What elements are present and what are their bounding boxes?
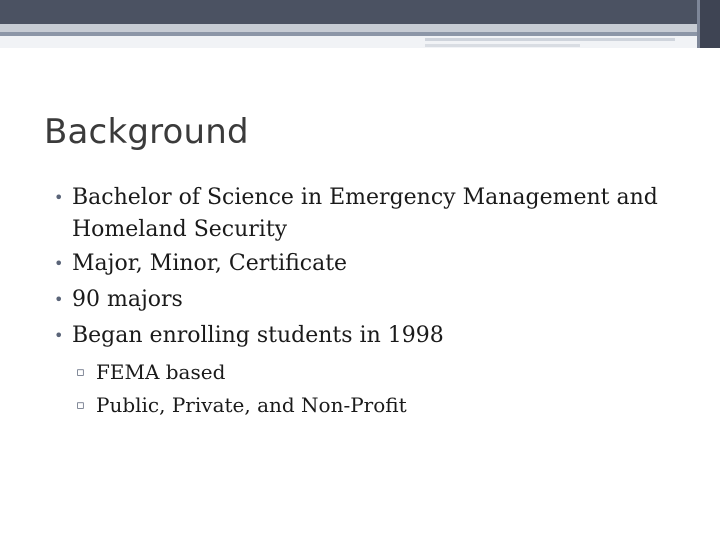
header-stripe — [0, 24, 720, 32]
sub-bullet-item — [74, 356, 690, 389]
bullet-text: 90 majors — [72, 287, 183, 312]
bullet-text: Bachelor of Science in Emergency Management and Homeland Security — [72, 185, 658, 242]
sub-bullet-list — [74, 356, 690, 422]
sub-bullet-item — [74, 389, 690, 422]
bullet-item — [50, 282, 690, 318]
bullet-icon: • — [54, 290, 64, 309]
bullet-text: Major, Minor, Certificate — [72, 251, 348, 276]
header-accent-line — [425, 38, 675, 41]
bullet-list — [50, 182, 690, 354]
sub-bullet-group — [74, 356, 690, 422]
sub-bullet-icon: ▫ — [76, 398, 85, 413]
bullet-icon: • — [54, 188, 64, 207]
bullet-icon: • — [54, 326, 64, 345]
header-accent-line-short — [425, 44, 580, 47]
header-bar — [0, 0, 720, 24]
bullet-text: Began enrolling students in 1998 — [72, 323, 444, 348]
slide-title: Background — [44, 112, 249, 152]
header-corner-block — [697, 0, 720, 48]
bullet-item — [50, 182, 690, 246]
slide-body — [50, 182, 690, 422]
bullet-item — [50, 246, 690, 282]
sub-bullet-icon: ▫ — [76, 365, 85, 380]
sub-bullet-text: Public, Private, and Non-Profit — [96, 393, 407, 417]
bullet-icon: • — [54, 254, 64, 273]
bullet-item — [50, 318, 690, 354]
sub-bullet-text: FEMA based — [96, 360, 226, 384]
